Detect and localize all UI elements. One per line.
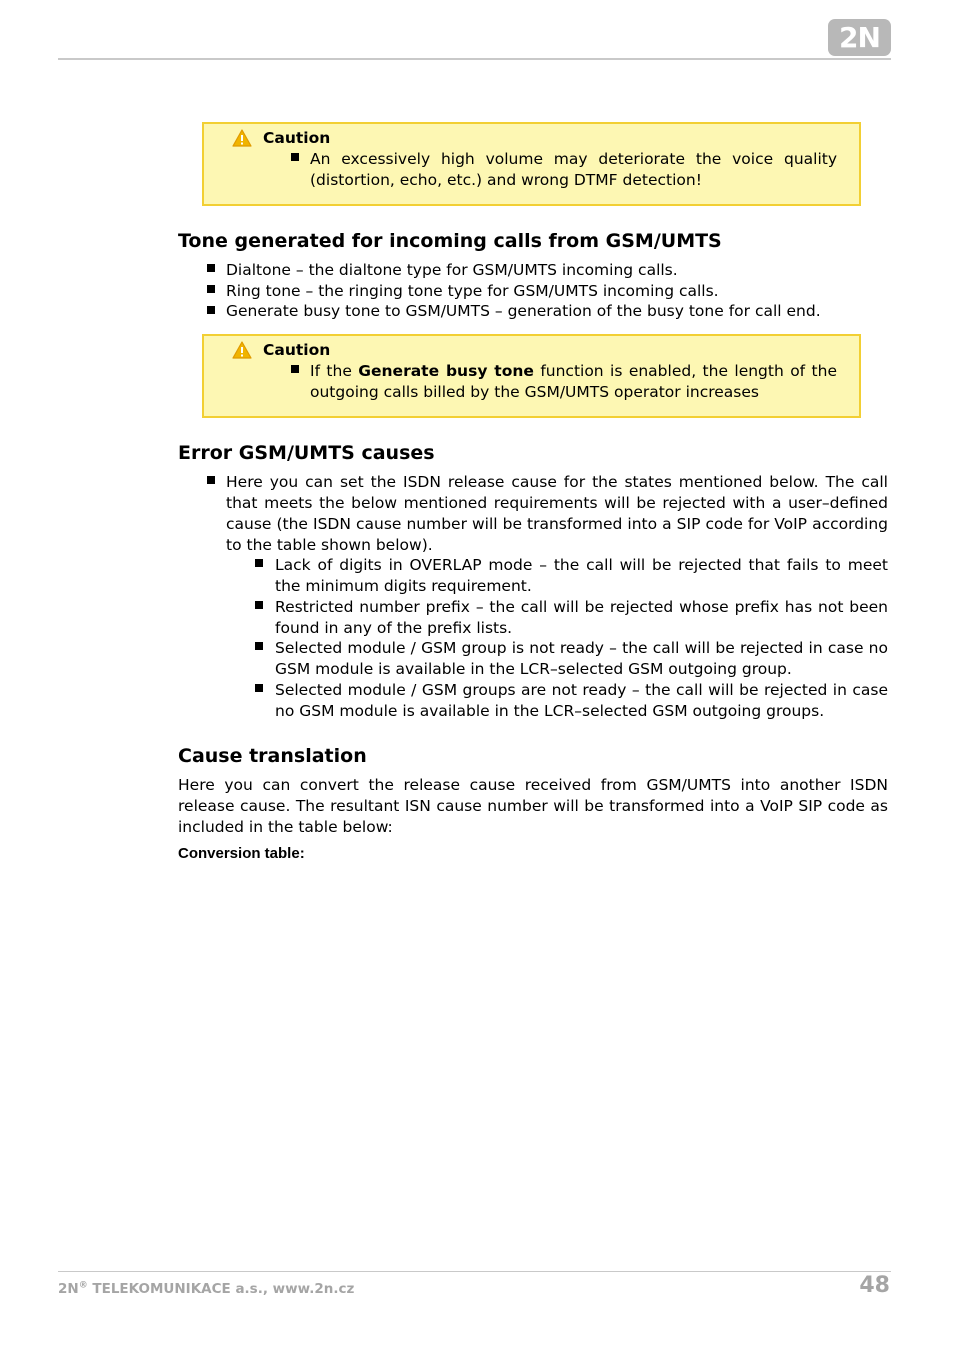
bullet-square — [291, 365, 299, 373]
footer-rule — [58, 1271, 891, 1272]
bullet-square — [255, 601, 263, 609]
bullet-square — [207, 264, 215, 272]
heading-error-causes: Error GSM/UMTS causes — [178, 442, 435, 464]
list-item: Ring tone – the ringing tone type for GSM/UMTS incoming calls. — [226, 282, 719, 300]
caution-text-pre: If the — [310, 362, 359, 380]
sub-list-item: Lack of digits in OVERLAP mode – the call will be rejected that fails to meet the minimum digits requirement. — [275, 556, 888, 595]
bullet-square — [207, 306, 215, 314]
registered-mark: ® — [78, 1280, 88, 1291]
caution-text-bold: Generate busy tone — [358, 362, 534, 380]
caution-box-volume — [202, 122, 861, 206]
footer-company — [58, 1280, 354, 1298]
page-number: 48 — [859, 1273, 890, 1298]
caution-box-busy-tone — [202, 334, 861, 418]
sub-list-item: Restricted number prefix – the call will be rejected whose prefix has not been found in any of the prefix lists. — [275, 598, 888, 637]
bullet-square — [255, 559, 263, 567]
heading-cause-translation: Cause translation — [178, 745, 367, 767]
bullet-square — [255, 642, 263, 650]
footer-company-name: TELEKOMUNIKACE a.s., www.2n.cz — [87, 1281, 355, 1297]
bullet-square — [207, 285, 215, 293]
company-logo: 2N — [828, 19, 891, 56]
sub-list-item: Selected module / GSM groups are not ready – the call will be rejected in case no GSM module is available in the LCR–selected GSM outgoing groups. — [275, 681, 888, 720]
sub-list-item: Selected module / GSM group is not ready – the call will be rejected in case no GSM module is available in the LCR–selected GSM outgoing group. — [275, 639, 888, 678]
caution-title: Caution — [263, 129, 331, 147]
bullet-square — [207, 476, 215, 484]
heading-tone-generated: Tone generated for incoming calls from GSM/UMTS — [178, 230, 722, 252]
caution-text: An excessively high volume may deteriorate the voice quality (distortion, echo, etc.) and wrong DTMF detection! — [310, 150, 837, 189]
bullet-square — [291, 153, 299, 161]
cause-translation-paragraph: Here you can convert the release cause received from GSM/UMTS into another ISDN release cause. The resultant ISN cause number will be transformed into a VoIP SIP code as included in the table below: — [178, 776, 888, 836]
footer-brand: 2N — [58, 1281, 79, 1297]
warning-icon — [232, 129, 252, 147]
list-item: Generate busy tone to GSM/UMTS – generation of the busy tone for call end. — [226, 302, 821, 320]
header-rule — [58, 58, 891, 60]
list-item: Dialtone – the dialtone type for GSM/UMTS incoming calls. — [226, 261, 678, 279]
caution-text — [310, 361, 837, 403]
bullet-square — [255, 684, 263, 692]
caution-text-post: function is enabled, the length of the outgoing calls billed by the GSM/UMTS operator increases — [310, 362, 837, 401]
list-item: Here you can set the ISDN release cause for the states mentioned below. The call that meets the below mentioned requirements will be rejected with a user–defined cause (the ISDN cause number will be transformed into a SIP code for VoIP according to the table shown below). — [226, 473, 888, 554]
caution-title: Caution — [263, 341, 331, 359]
conversion-table-label: Conversion table: — [178, 845, 305, 862]
warning-icon — [232, 341, 252, 359]
